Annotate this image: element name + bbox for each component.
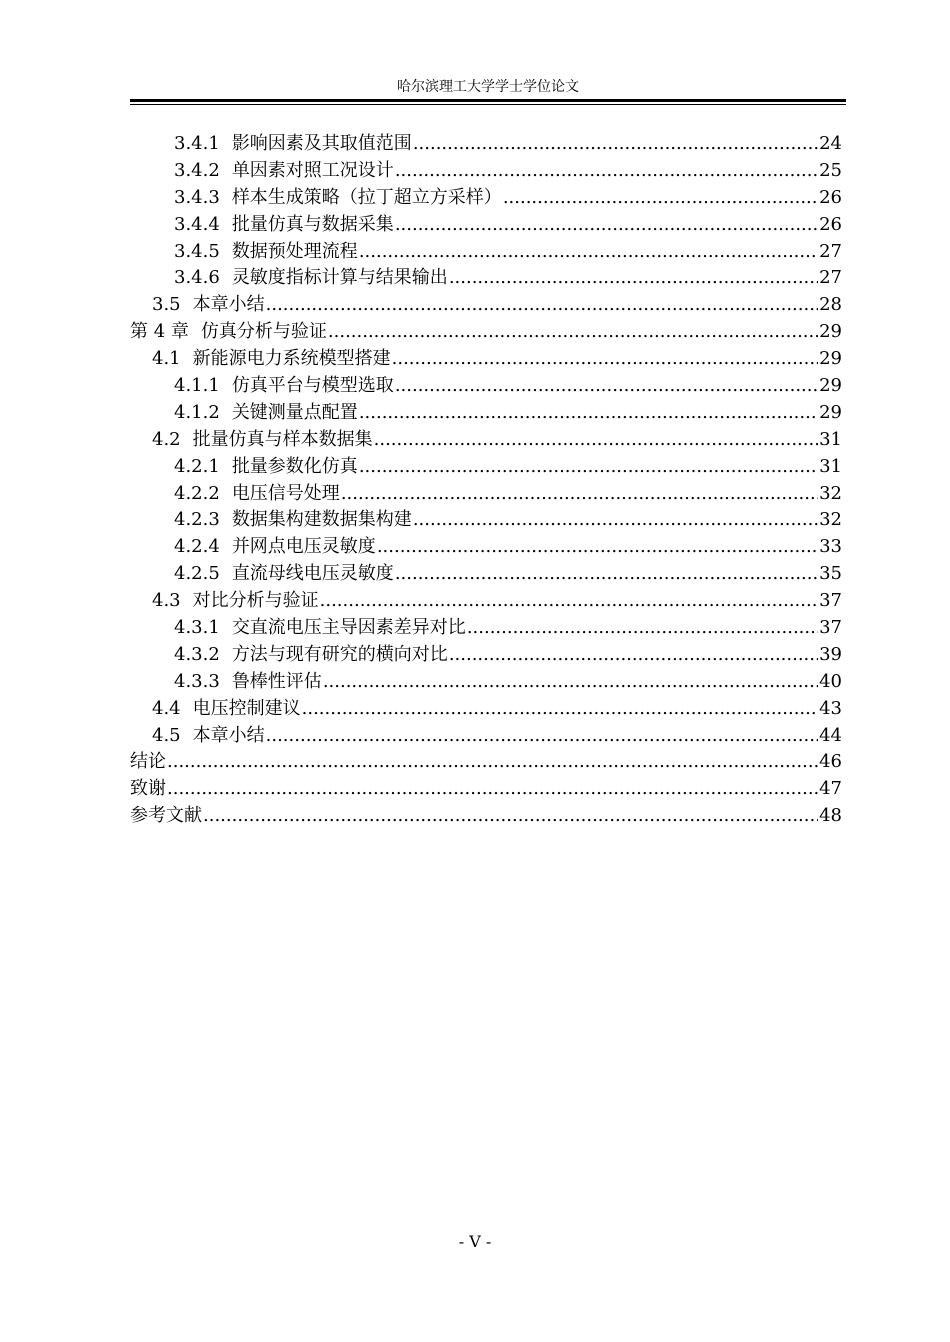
toc-dot-leader — [167, 776, 818, 803]
toc-entry[interactable] — [130, 642, 842, 669]
toc-entry-page: 33 — [819, 536, 842, 558]
toc-entry-title: 本章小结 — [192, 724, 265, 746]
toc-entry[interactable] — [130, 454, 842, 481]
toc-entry[interactable] — [130, 507, 842, 534]
toc-entry-page: 29 — [819, 401, 842, 423]
toc-entry-page: 48 — [819, 805, 842, 827]
toc-entry-page: 37 — [819, 617, 842, 639]
toc-entry-number: 4.5 — [152, 724, 181, 746]
toc-dot-leader — [413, 507, 818, 534]
toc-entry-title: 鲁棒性评估 — [231, 670, 322, 692]
toc-dot-leader — [323, 669, 818, 696]
toc-dot-leader — [302, 696, 818, 723]
toc-entry[interactable] — [130, 615, 842, 642]
page-number: - V - — [458, 1232, 492, 1251]
toc-entry-title: 电压信号处理 — [231, 482, 340, 504]
toc-entry-page: 29 — [819, 375, 842, 397]
toc-entry-references[interactable] — [130, 803, 842, 830]
toc-dot-leader — [395, 373, 818, 400]
toc-dot-leader — [167, 749, 818, 776]
toc-entry-number: 4.2.5 — [174, 563, 220, 585]
toc-entry[interactable] — [130, 373, 842, 400]
toc-entry-page: 40 — [819, 670, 842, 692]
toc-entry-number: 4.2 — [152, 428, 181, 450]
toc-entry[interactable] — [130, 481, 842, 508]
toc-entry-page: 32 — [819, 482, 842, 504]
toc-entry-page: 44 — [819, 724, 842, 746]
toc-entry-title: 本章小结 — [192, 294, 265, 316]
toc-entry-title: 交直流电压主导因素差异对比 — [231, 617, 466, 639]
toc-entry-title: 致谢 — [130, 778, 166, 800]
toc-entry[interactable] — [130, 723, 842, 750]
toc-entry-title: 新能源电力系统模型搭建 — [192, 348, 391, 370]
toc-entry[interactable] — [130, 588, 842, 615]
toc-entry[interactable] — [130, 561, 842, 588]
toc-entry-title: 参考文献 — [130, 805, 202, 827]
toc-entry-number: 4.3 — [152, 590, 181, 612]
toc-dot-leader — [395, 212, 818, 239]
toc-entry-number: 3.4.4 — [174, 213, 220, 235]
toc-entry-title: 数据集构建数据集构建 — [231, 509, 412, 531]
toc-entry-page: 35 — [819, 563, 842, 585]
toc-dot-leader — [266, 292, 818, 319]
toc-dot-leader — [503, 185, 818, 212]
toc-entry-number: 4.1.1 — [174, 375, 220, 397]
toc-entry-page: 47 — [819, 778, 842, 800]
toc-dot-leader — [395, 158, 818, 185]
toc-dot-leader — [328, 319, 818, 346]
toc-entry-title: 批量参数化仿真 — [231, 455, 358, 477]
toc-entry-number: 4.2.2 — [174, 482, 220, 504]
toc-entry-title: 批量仿真与数据采集 — [231, 213, 394, 235]
toc-entry-title: 仿真平台与模型选取 — [231, 375, 394, 397]
toc-entry-page: 26 — [819, 186, 842, 208]
toc-entry-number: 3.4.5 — [174, 240, 220, 262]
toc-entry-number: 3.4.6 — [174, 267, 220, 289]
toc-entry-page: 37 — [819, 590, 842, 612]
toc-entry-title: 方法与现有研究的横向对比 — [231, 643, 448, 665]
toc-entry-number: 第 4 章 — [130, 321, 189, 343]
toc-entry-number: 3.4.2 — [174, 159, 220, 181]
toc-entry-chapter[interactable] — [130, 319, 842, 346]
toc-entry-title: 数据预处理流程 — [231, 240, 358, 262]
table-of-contents — [130, 131, 842, 830]
toc-dot-leader — [374, 427, 818, 454]
toc-dot-leader — [413, 131, 818, 158]
toc-entry[interactable] — [130, 346, 842, 373]
toc-entry-title: 单因素对照工况设计 — [231, 159, 394, 181]
toc-dot-leader — [467, 615, 818, 642]
toc-entry-conclusion[interactable] — [130, 749, 842, 776]
toc-entry[interactable] — [130, 696, 842, 723]
toc-entry[interactable] — [130, 185, 842, 212]
toc-entry-page: 24 — [819, 133, 842, 154]
toc-entry[interactable] — [130, 669, 842, 696]
toc-entry[interactable] — [130, 131, 842, 158]
toc-entry-page: 29 — [819, 348, 842, 370]
toc-entry-title: 影响因素及其取值范围 — [231, 133, 412, 154]
header-rule-thin — [130, 104, 846, 105]
toc-entry-number: 4.2.1 — [174, 455, 220, 477]
toc-dot-leader — [392, 346, 818, 373]
toc-dot-leader — [359, 454, 818, 481]
toc-dot-leader — [320, 588, 818, 615]
toc-entry-page: 31 — [819, 428, 842, 450]
toc-entry[interactable] — [130, 212, 842, 239]
toc-entry-title: 并网点电压灵敏度 — [231, 536, 376, 558]
toc-entry-number: 4.1.2 — [174, 401, 220, 423]
toc-entry-title: 样本生成策略（拉丁超立方采样） — [231, 186, 502, 208]
toc-entry-number: 4.3.2 — [174, 643, 220, 665]
toc-entry-title: 结论 — [130, 751, 166, 773]
running-header: 哈尔滨理工大学学士学位论文 — [397, 79, 579, 95]
toc-entry-title: 灵敏度指标计算与结果输出 — [231, 267, 448, 289]
toc-dot-leader — [359, 239, 818, 266]
toc-entry-title: 批量仿真与样本数据集 — [192, 428, 373, 450]
toc-entry-number: 4.3.1 — [174, 617, 220, 639]
toc-entry-page: 27 — [819, 240, 842, 262]
toc-entry[interactable] — [130, 158, 842, 185]
toc-dot-leader — [341, 481, 818, 508]
toc-entry[interactable] — [130, 239, 842, 266]
toc-dot-leader — [203, 803, 818, 830]
toc-entry-number: 4.1 — [152, 348, 181, 370]
toc-entry-number: 4.4 — [152, 697, 181, 719]
toc-entry-title: 电压控制建议 — [192, 697, 301, 719]
toc-entry[interactable] — [130, 292, 842, 319]
toc-dot-leader — [449, 642, 818, 669]
toc-entry-title: 对比分析与验证 — [192, 590, 319, 612]
header-rule-thick — [130, 99, 846, 102]
toc-entry[interactable] — [130, 427, 842, 454]
toc-dot-leader — [449, 265, 818, 292]
toc-entry-page: 26 — [819, 213, 842, 235]
toc-entry-page: 43 — [819, 697, 842, 719]
toc-entry-page: 28 — [819, 294, 842, 316]
toc-dot-leader — [359, 400, 818, 427]
toc-dot-leader — [266, 723, 818, 750]
toc-entry[interactable] — [130, 265, 842, 292]
toc-entry-page: 27 — [819, 267, 842, 289]
toc-entry-title: 仿真分析与验证 — [200, 321, 327, 343]
toc-entry-page: 31 — [819, 455, 842, 477]
toc-dot-leader — [395, 561, 818, 588]
toc-entry-title: 关键测量点配置 — [231, 401, 358, 423]
toc-entry-number: 3.4.3 — [174, 186, 220, 208]
toc-entry-number: 4.3.3 — [174, 670, 220, 692]
toc-entry-acknowledgements[interactable] — [130, 776, 842, 803]
toc-entry-page: 29 — [819, 321, 842, 343]
toc-entry-page: 39 — [819, 643, 842, 665]
toc-entry[interactable] — [130, 400, 842, 427]
toc-entry-page: 32 — [819, 509, 842, 531]
toc-entry-page: 46 — [819, 751, 842, 773]
toc-entry-title: 直流母线电压灵敏度 — [231, 563, 394, 585]
toc-entry-number: 4.2.4 — [174, 536, 220, 558]
toc-dot-leader — [377, 534, 818, 561]
toc-entry-number: 3.5 — [152, 294, 181, 316]
toc-entry-number: 4.2.3 — [174, 509, 220, 531]
toc-entry-page: 25 — [819, 159, 842, 181]
toc-entry[interactable] — [130, 534, 842, 561]
toc-entry-number: 3.4.1 — [174, 133, 220, 154]
